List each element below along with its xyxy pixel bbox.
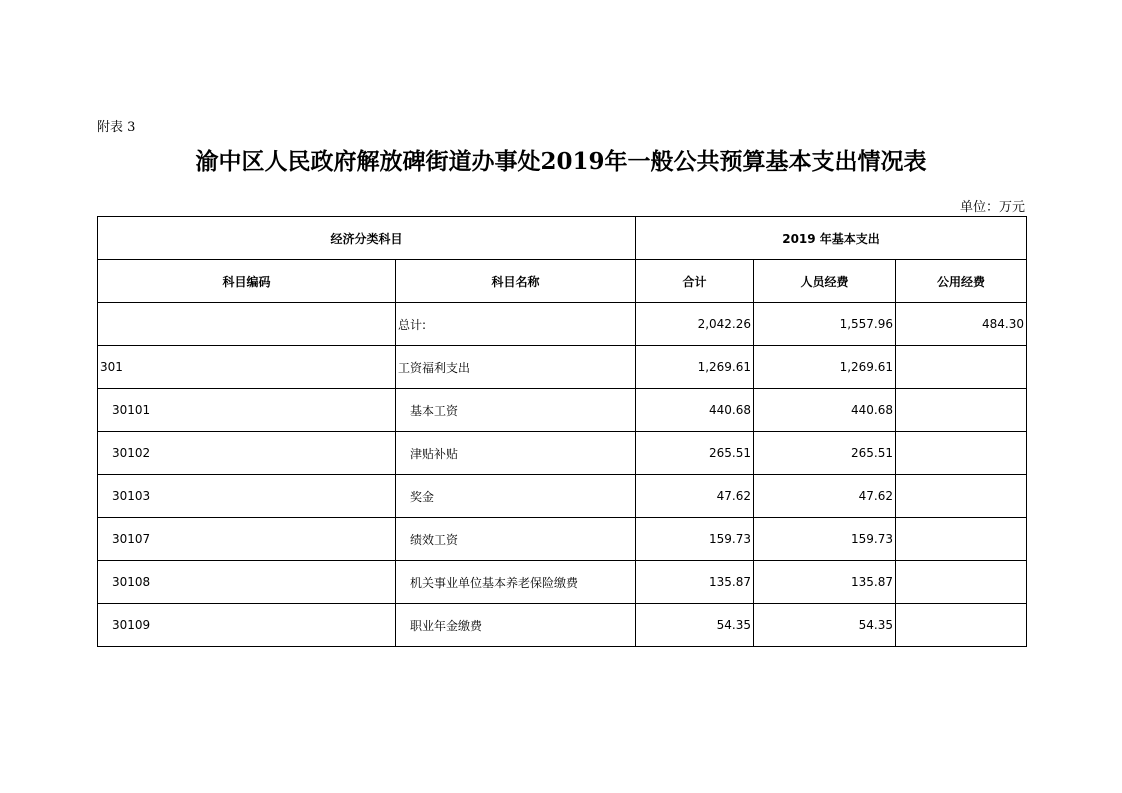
name-cell: 津贴补贴 <box>396 432 636 475</box>
public-cell <box>896 389 1027 432</box>
personnel-cell: 159.73 <box>754 518 896 561</box>
total-cell: 159.73 <box>636 518 754 561</box>
code-cell: 301 <box>98 346 396 389</box>
total-cell: 440.68 <box>636 389 754 432</box>
personnel-cell: 54.35 <box>754 604 896 647</box>
total-public-cell: 484.30 <box>896 303 1027 346</box>
column-header-name: 科目名称 <box>396 260 636 303</box>
code-cell: 30102 <box>98 432 396 475</box>
personnel-cell: 47.62 <box>754 475 896 518</box>
name-cell: 绩效工资 <box>396 518 636 561</box>
personnel-cell: 135.87 <box>754 561 896 604</box>
code-cell: 30103 <box>98 475 396 518</box>
public-cell <box>896 346 1027 389</box>
table-column-header-row <box>98 260 1027 303</box>
table-group-header-row <box>98 217 1027 260</box>
header-basic-expenditure: 2019 年基本支出 <box>636 217 1027 260</box>
budget-table <box>97 216 1027 647</box>
public-cell <box>896 604 1027 647</box>
total-cell: 54.35 <box>636 604 754 647</box>
name-cell: 职业年金缴费 <box>396 604 636 647</box>
total-sum-cell: 2,042.26 <box>636 303 754 346</box>
column-header-personnel: 人员经费 <box>754 260 896 303</box>
table-row <box>98 604 1027 647</box>
code-cell: 30108 <box>98 561 396 604</box>
table-row <box>98 561 1027 604</box>
public-cell <box>896 475 1027 518</box>
personnel-cell: 440.68 <box>754 389 896 432</box>
personnel-cell: 265.51 <box>754 432 896 475</box>
unit-label: 单位：万元 <box>959 200 1025 215</box>
public-cell <box>896 432 1027 475</box>
total-cell: 135.87 <box>636 561 754 604</box>
table-row-total <box>98 303 1027 346</box>
annex-label: 附表 3 <box>97 120 136 135</box>
code-cell: 30107 <box>98 518 396 561</box>
table-row <box>98 389 1027 432</box>
table-row <box>98 346 1027 389</box>
total-label-cell: 总计: <box>396 303 636 346</box>
total-code-cell <box>98 303 396 346</box>
column-header-public: 公用经费 <box>896 260 1027 303</box>
name-cell: 奖金 <box>396 475 636 518</box>
personnel-cell: 1,269.61 <box>754 346 896 389</box>
header-economic-category: 经济分类科目 <box>98 217 636 260</box>
column-header-code: 科目编码 <box>98 260 396 303</box>
total-cell: 265.51 <box>636 432 754 475</box>
table-row <box>98 475 1027 518</box>
column-header-total: 合计 <box>636 260 754 303</box>
public-cell <box>896 561 1027 604</box>
total-personnel-cell: 1,557.96 <box>754 303 896 346</box>
code-cell: 30101 <box>98 389 396 432</box>
table-row <box>98 432 1027 475</box>
code-cell: 30109 <box>98 604 396 647</box>
page-title: 渝中区人民政府解放碑街道办事处2019年一般公共预算基本支出情况表 <box>195 148 927 175</box>
table-row <box>98 518 1027 561</box>
total-cell: 1,269.61 <box>636 346 754 389</box>
total-cell: 47.62 <box>636 475 754 518</box>
public-cell <box>896 518 1027 561</box>
name-cell: 基本工资 <box>396 389 636 432</box>
name-cell: 机关事业单位基本养老保险缴费 <box>396 561 636 604</box>
name-cell: 工资福利支出 <box>396 346 636 389</box>
